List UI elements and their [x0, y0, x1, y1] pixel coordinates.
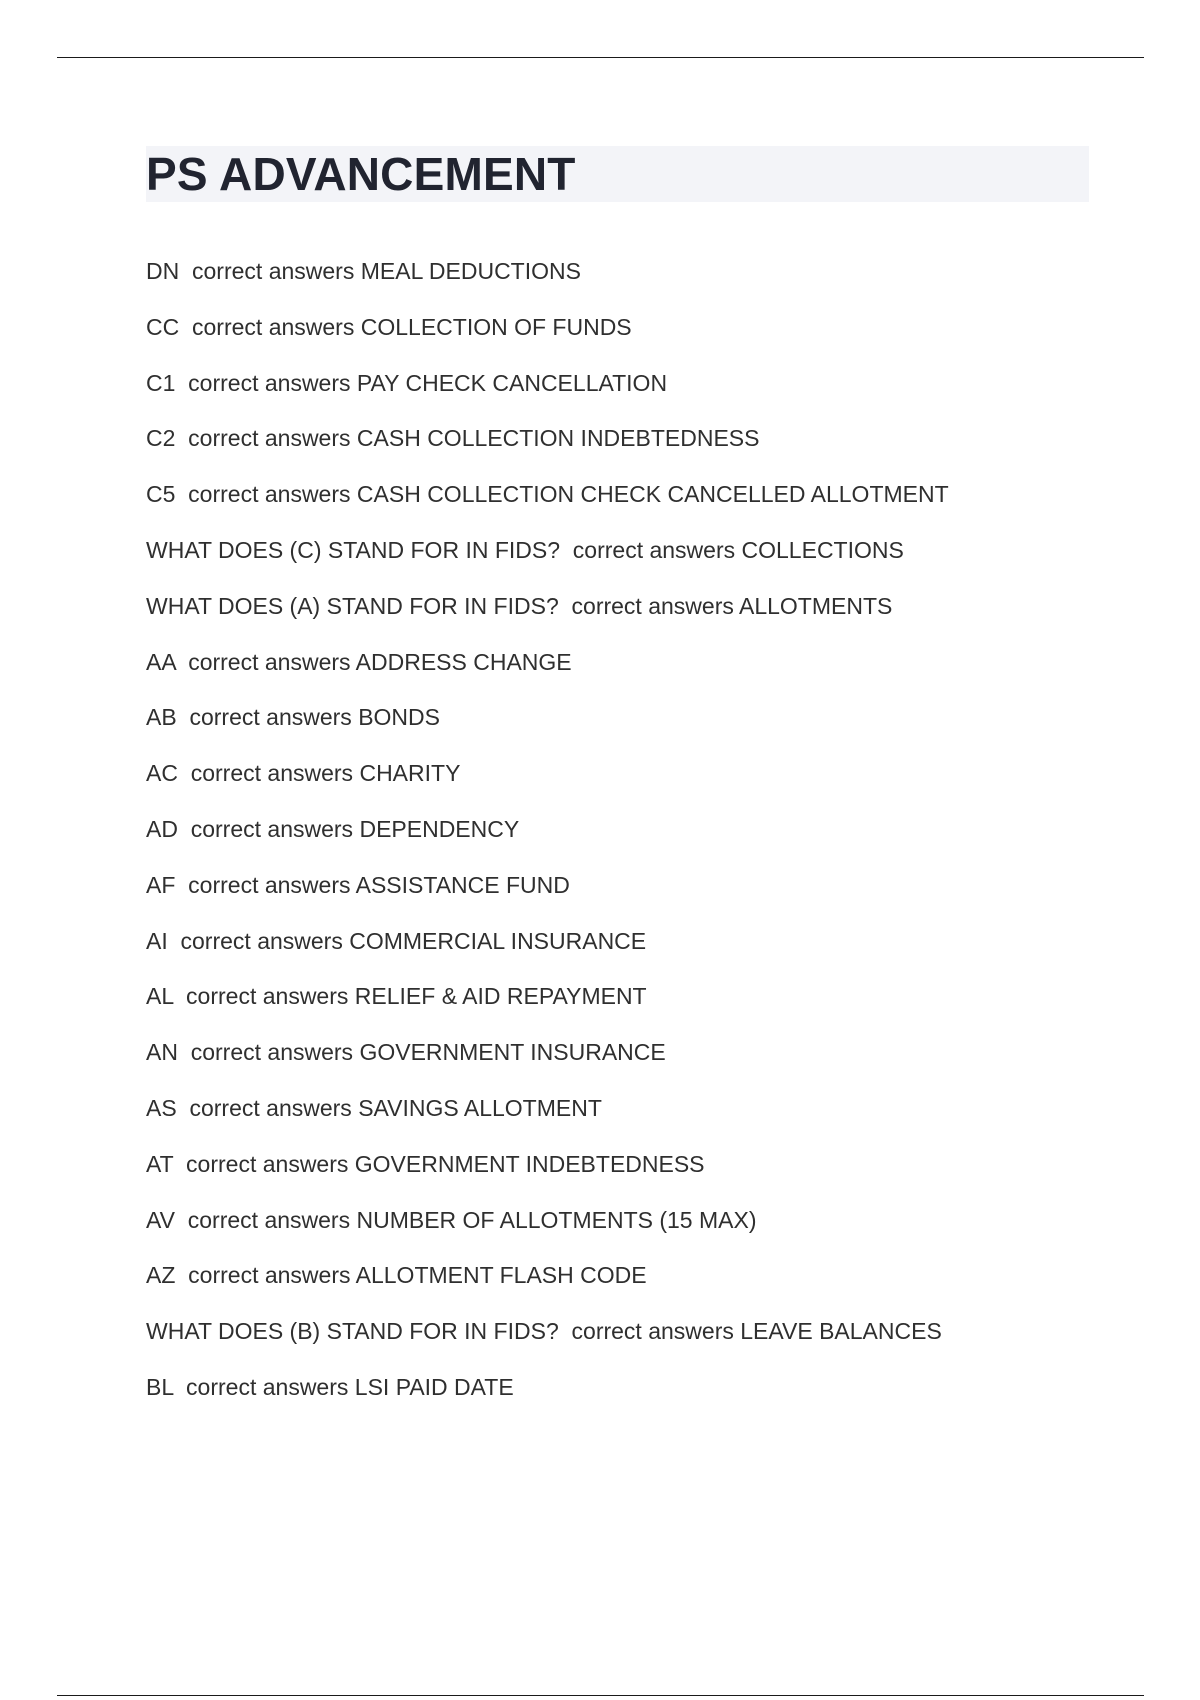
qa-separator: correct answers — [173, 1373, 355, 1400]
qa-item — [146, 533, 1146, 589]
qa-answer: CASH COLLECTION CHECK CANCELLED ALLOTMENT — [356, 481, 949, 508]
qa-term: AD — [146, 815, 178, 842]
qa-answer: DEPENDENCY — [359, 815, 520, 842]
qa-item — [146, 645, 1146, 701]
qa-item — [146, 366, 1146, 422]
qa-separator: correct answers — [179, 313, 361, 340]
qa-term: DN — [146, 258, 180, 284]
qa-item — [146, 254, 1146, 310]
bottom-rule — [57, 1695, 1144, 1696]
qa-item — [146, 700, 1146, 756]
qa-separator: correct answers — [175, 369, 357, 396]
qa-separator: correct answers — [177, 815, 360, 842]
qa-answer: ALLOTMENTS — [738, 592, 893, 619]
qa-item — [146, 979, 1146, 1035]
qa-separator: correct answers — [176, 704, 359, 731]
qa-item — [146, 1091, 1146, 1147]
qa-item — [146, 1203, 1146, 1259]
qa-separator: correct answers — [175, 871, 356, 898]
qa-answer: CHARITY — [359, 760, 461, 787]
qa-separator: correct answers — [174, 1206, 357, 1233]
qa-separator: correct answers — [173, 1150, 355, 1177]
qa-separator: correct answers — [167, 927, 350, 954]
qa-answer: GOVERNMENT INSURANCE — [359, 1039, 666, 1066]
qa-term: AS — [146, 1094, 177, 1121]
qa-term: AA — [146, 648, 176, 675]
qa-separator: correct answers — [175, 1262, 356, 1289]
qa-term: CC — [146, 313, 180, 340]
qa-term: C5 — [146, 481, 176, 508]
qa-answer: ADDRESS CHANGE — [355, 648, 572, 675]
qa-item — [146, 421, 1146, 477]
qa-separator: correct answers — [176, 1094, 359, 1121]
qa-answer: MEAL DEDUCTIONS — [360, 258, 581, 284]
qa-answer: COMMERCIAL INSURANCE — [349, 927, 647, 954]
qa-separator: correct answers — [177, 760, 360, 787]
qa-term: C2 — [146, 425, 176, 452]
qa-separator: correct answers — [558, 592, 739, 619]
qa-term: AF — [146, 871, 176, 898]
qa-answer: NUMBER OF ALLOTMENTS (15 MAX) — [356, 1206, 757, 1233]
qa-term: WHAT DOES (B) STAND FOR IN FIDS? — [146, 1318, 559, 1345]
qa-item — [146, 1035, 1146, 1091]
qa-term: AL — [146, 983, 174, 1010]
qa-answer: CASH COLLECTION INDEBTEDNESS — [356, 425, 760, 452]
qa-term: WHAT DOES (A) STAND FOR IN FIDS? — [146, 592, 559, 619]
qa-answer: RELIEF & AID REPAYMENT — [354, 983, 647, 1010]
qa-item — [146, 310, 1146, 366]
qa-answer: ASSISTANCE FUND — [355, 871, 570, 898]
top-rule — [57, 57, 1144, 58]
qa-item — [146, 1258, 1146, 1314]
qa-separator: correct answers — [175, 425, 357, 452]
qa-answer: LEAVE BALANCES — [740, 1318, 942, 1345]
qa-separator: correct answers — [558, 1318, 741, 1345]
qa-term: WHAT DOES (C) STAND FOR IN FIDS? — [146, 536, 561, 563]
qa-item — [146, 868, 1146, 924]
qa-answer: ALLOTMENT FLASH CODE — [355, 1262, 647, 1289]
qa-item — [146, 1314, 1146, 1370]
qa-separator: correct answers — [173, 983, 355, 1010]
qa-item — [146, 924, 1146, 980]
qa-term: AB — [146, 704, 177, 731]
qa-answer: BONDS — [358, 704, 440, 731]
qa-answer: SAVINGS ALLOTMENT — [358, 1094, 602, 1121]
qa-answer: COLLECTIONS — [741, 536, 904, 563]
qa-list — [146, 254, 1146, 1426]
qa-separator: correct answers — [175, 481, 357, 508]
qa-term: AI — [146, 927, 168, 954]
qa-item — [146, 1370, 1146, 1426]
qa-separator: correct answers — [560, 536, 742, 563]
qa-answer: COLLECTION OF FUNDS — [360, 313, 632, 340]
qa-term: AN — [146, 1039, 178, 1066]
qa-term: AC — [146, 760, 178, 787]
qa-term: AT — [146, 1150, 174, 1177]
qa-item — [146, 756, 1146, 812]
qa-item — [146, 812, 1146, 868]
qa-separator: correct answers — [175, 648, 356, 675]
page-title: PS ADVANCEMENT — [146, 148, 576, 200]
qa-answer: LSI PAID DATE — [354, 1373, 514, 1400]
qa-term: AZ — [146, 1262, 176, 1289]
qa-item — [146, 477, 1146, 533]
qa-term: C1 — [146, 369, 176, 396]
title-banner — [146, 146, 1089, 202]
qa-term: AV — [146, 1206, 175, 1233]
qa-item — [146, 1147, 1146, 1203]
qa-answer: GOVERNMENT INDEBTEDNESS — [354, 1150, 705, 1177]
qa-separator: correct answers — [179, 258, 361, 284]
qa-answer: PAY CHECK CANCELLATION — [356, 369, 668, 396]
qa-separator: correct answers — [177, 1039, 360, 1066]
qa-item — [146, 589, 1146, 645]
qa-term: BL — [146, 1373, 174, 1400]
